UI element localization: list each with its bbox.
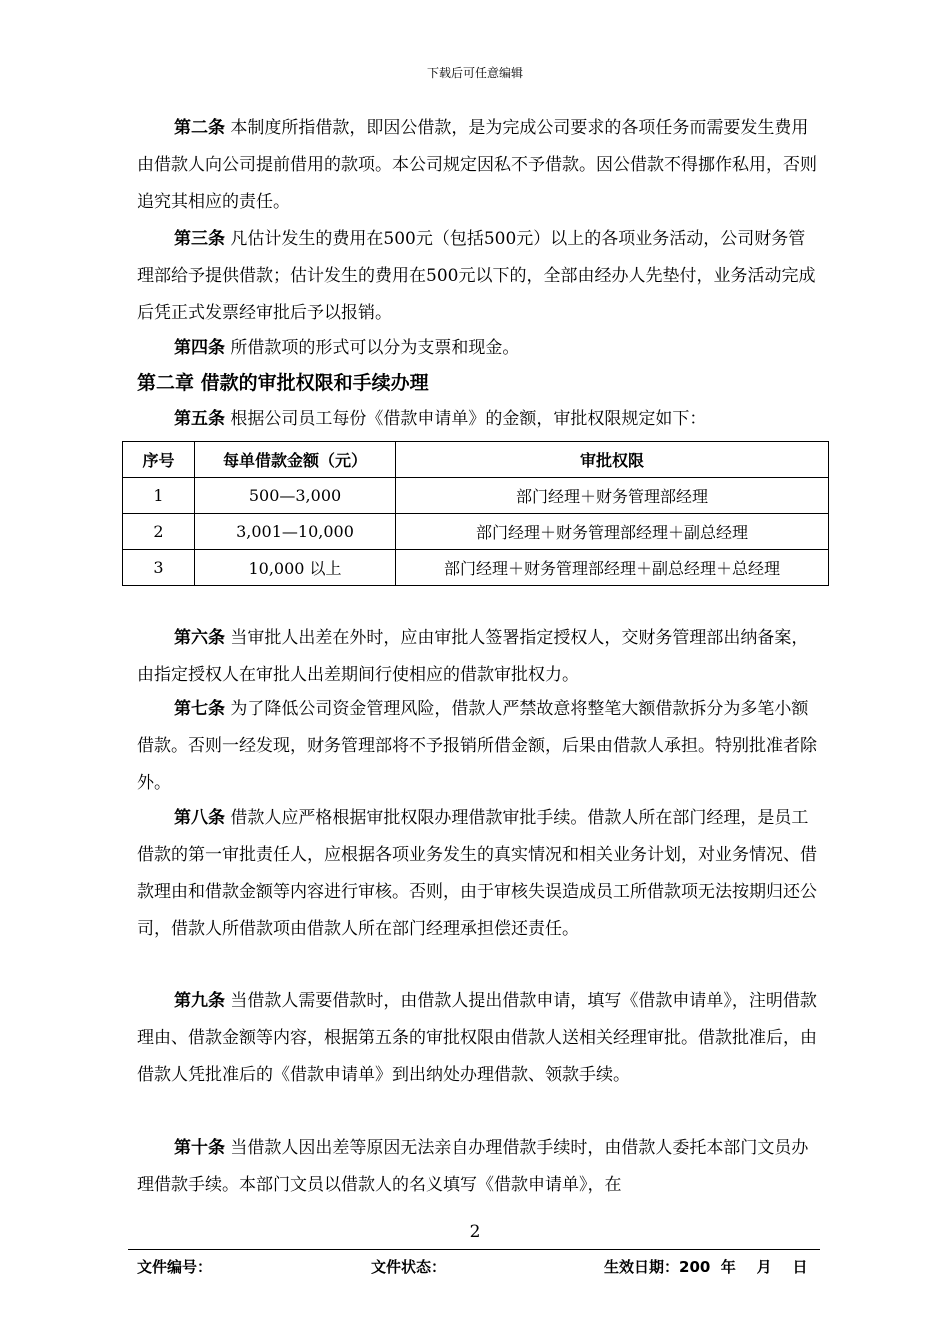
article-label: 第七条 [174, 699, 225, 719]
approval-table [122, 441, 829, 586]
article-10 [137, 1130, 817, 1204]
article-label: 第六条 [174, 628, 225, 648]
article-label: 第九条 [174, 991, 225, 1011]
article-7 [137, 691, 817, 802]
footer-doc-status: 文件状态： [371, 1258, 447, 1276]
cell-authority: 部门经理＋财务管理部经理＋副总经理 [396, 514, 829, 550]
cell-index: 3 [123, 550, 195, 586]
article-text: 根据公司员工每份《借款申请单》的金额，审批权限规定如下： [230, 409, 707, 429]
cell-authority: 部门经理＋财务管理部经理＋副总经理＋总经理 [396, 550, 829, 586]
footer-divider [128, 1249, 820, 1250]
footer-effective-date: 生效日期：200 年 月 日 [604, 1258, 808, 1276]
col-header-index: 序号 [123, 442, 195, 478]
cell-amount: 3,001—10,000 [195, 514, 396, 550]
article-9 [137, 983, 817, 1094]
article-label: 第二条 [174, 118, 225, 138]
col-header-amount: 每单借款金额（元） [195, 442, 396, 478]
article-text: 凡估计发生的费用在500元（包括500元）以上的各项业务活动，公司财务管理部给予提供借款；估计发生的费用在500元以下的，全部由经办人先垫付，业务活动完成后凭正式发票经审批后予以报销。 [137, 229, 816, 323]
cell-amount: 10,000 以上 [195, 550, 396, 586]
article-label: 第五条 [174, 409, 225, 429]
cell-amount: 500—3,000 [195, 478, 396, 514]
article-label: 第四条 [174, 338, 225, 358]
table-header-row [123, 442, 829, 478]
article-text: 当借款人需要借款时，由借款人提出借款申请，填写《借款申请单》，注明借款理由、借款金额等内容，根据第五条的审批权限由借款人送相关经理审批。借款批准后，由借款人凭批准后的《借款申请单》到出纳处办理借款、领款手续。 [137, 991, 817, 1085]
article-text: 当借款人因出差等原因无法亲自办理借款手续时，由借款人委托本部门文员办理借款手续。本部门文员以借款人的名义填写《借款申请单》，在 [137, 1138, 809, 1195]
page-number: 2 [469, 1222, 481, 1242]
article-2 [137, 110, 817, 221]
page-footer [137, 1256, 817, 1280]
col-header-authority: 审批权限 [396, 442, 829, 478]
article-text: 为了降低公司资金管理风险，借款人严禁故意将整笔大额借款拆分为多笔小额借款。否则一经发现，财务管理部将不予报销所借金额，后果由借款人承担。特别批准者除外。 [137, 699, 817, 793]
article-text: 当审批人出差在外时，应由审批人签署指定授权人，交财务管理部出纳备案，由指定授权人在审批人出差期间行使相应的借款审批权力。 [137, 628, 809, 685]
article-text: 借款人应严格根据审批权限办理借款审批手续。借款人所在部门经理，是员工借款的第一审批责任人，应根据各项业务发生的真实情况和相关业务计划，对业务情况、借款理由和借款金额等内容进行审核。否则，由于审核失误造成员工所借款项无法按期归还公司，借款人所借款项由借款人所在部门经理承担偿还责任。 [137, 808, 817, 939]
article-text: 本制度所指借款，即因公借款，是为完成公司要求的各项任务而需要发生费用由借款人向公司提前借用的款项。本公司规定因私不予借款。因公借款不得挪作私用，否则追究其相应的责任。 [137, 118, 817, 212]
article-8 [137, 800, 817, 948]
table-row [123, 514, 829, 550]
table-row [123, 550, 829, 586]
chapter-title: 第二章 借款的审批权限和手续办理 [137, 372, 429, 394]
article-label: 第三条 [174, 229, 225, 249]
table-row [123, 478, 829, 514]
page-header: 下载后可任意编辑 [426, 66, 523, 80]
article-text: 所借款项的形式可以分为支票和现金。 [230, 338, 520, 358]
cell-index: 1 [123, 478, 195, 514]
cell-index: 2 [123, 514, 195, 550]
article-3 [137, 221, 817, 332]
article-label: 第十条 [174, 1138, 225, 1158]
footer-doc-number: 文件编号： [137, 1258, 213, 1276]
article-label: 第八条 [174, 808, 225, 828]
cell-authority: 部门经理＋财务管理部经理 [396, 478, 829, 514]
article-6 [137, 620, 817, 694]
article-5 [137, 401, 817, 438]
article-4 [137, 330, 817, 367]
